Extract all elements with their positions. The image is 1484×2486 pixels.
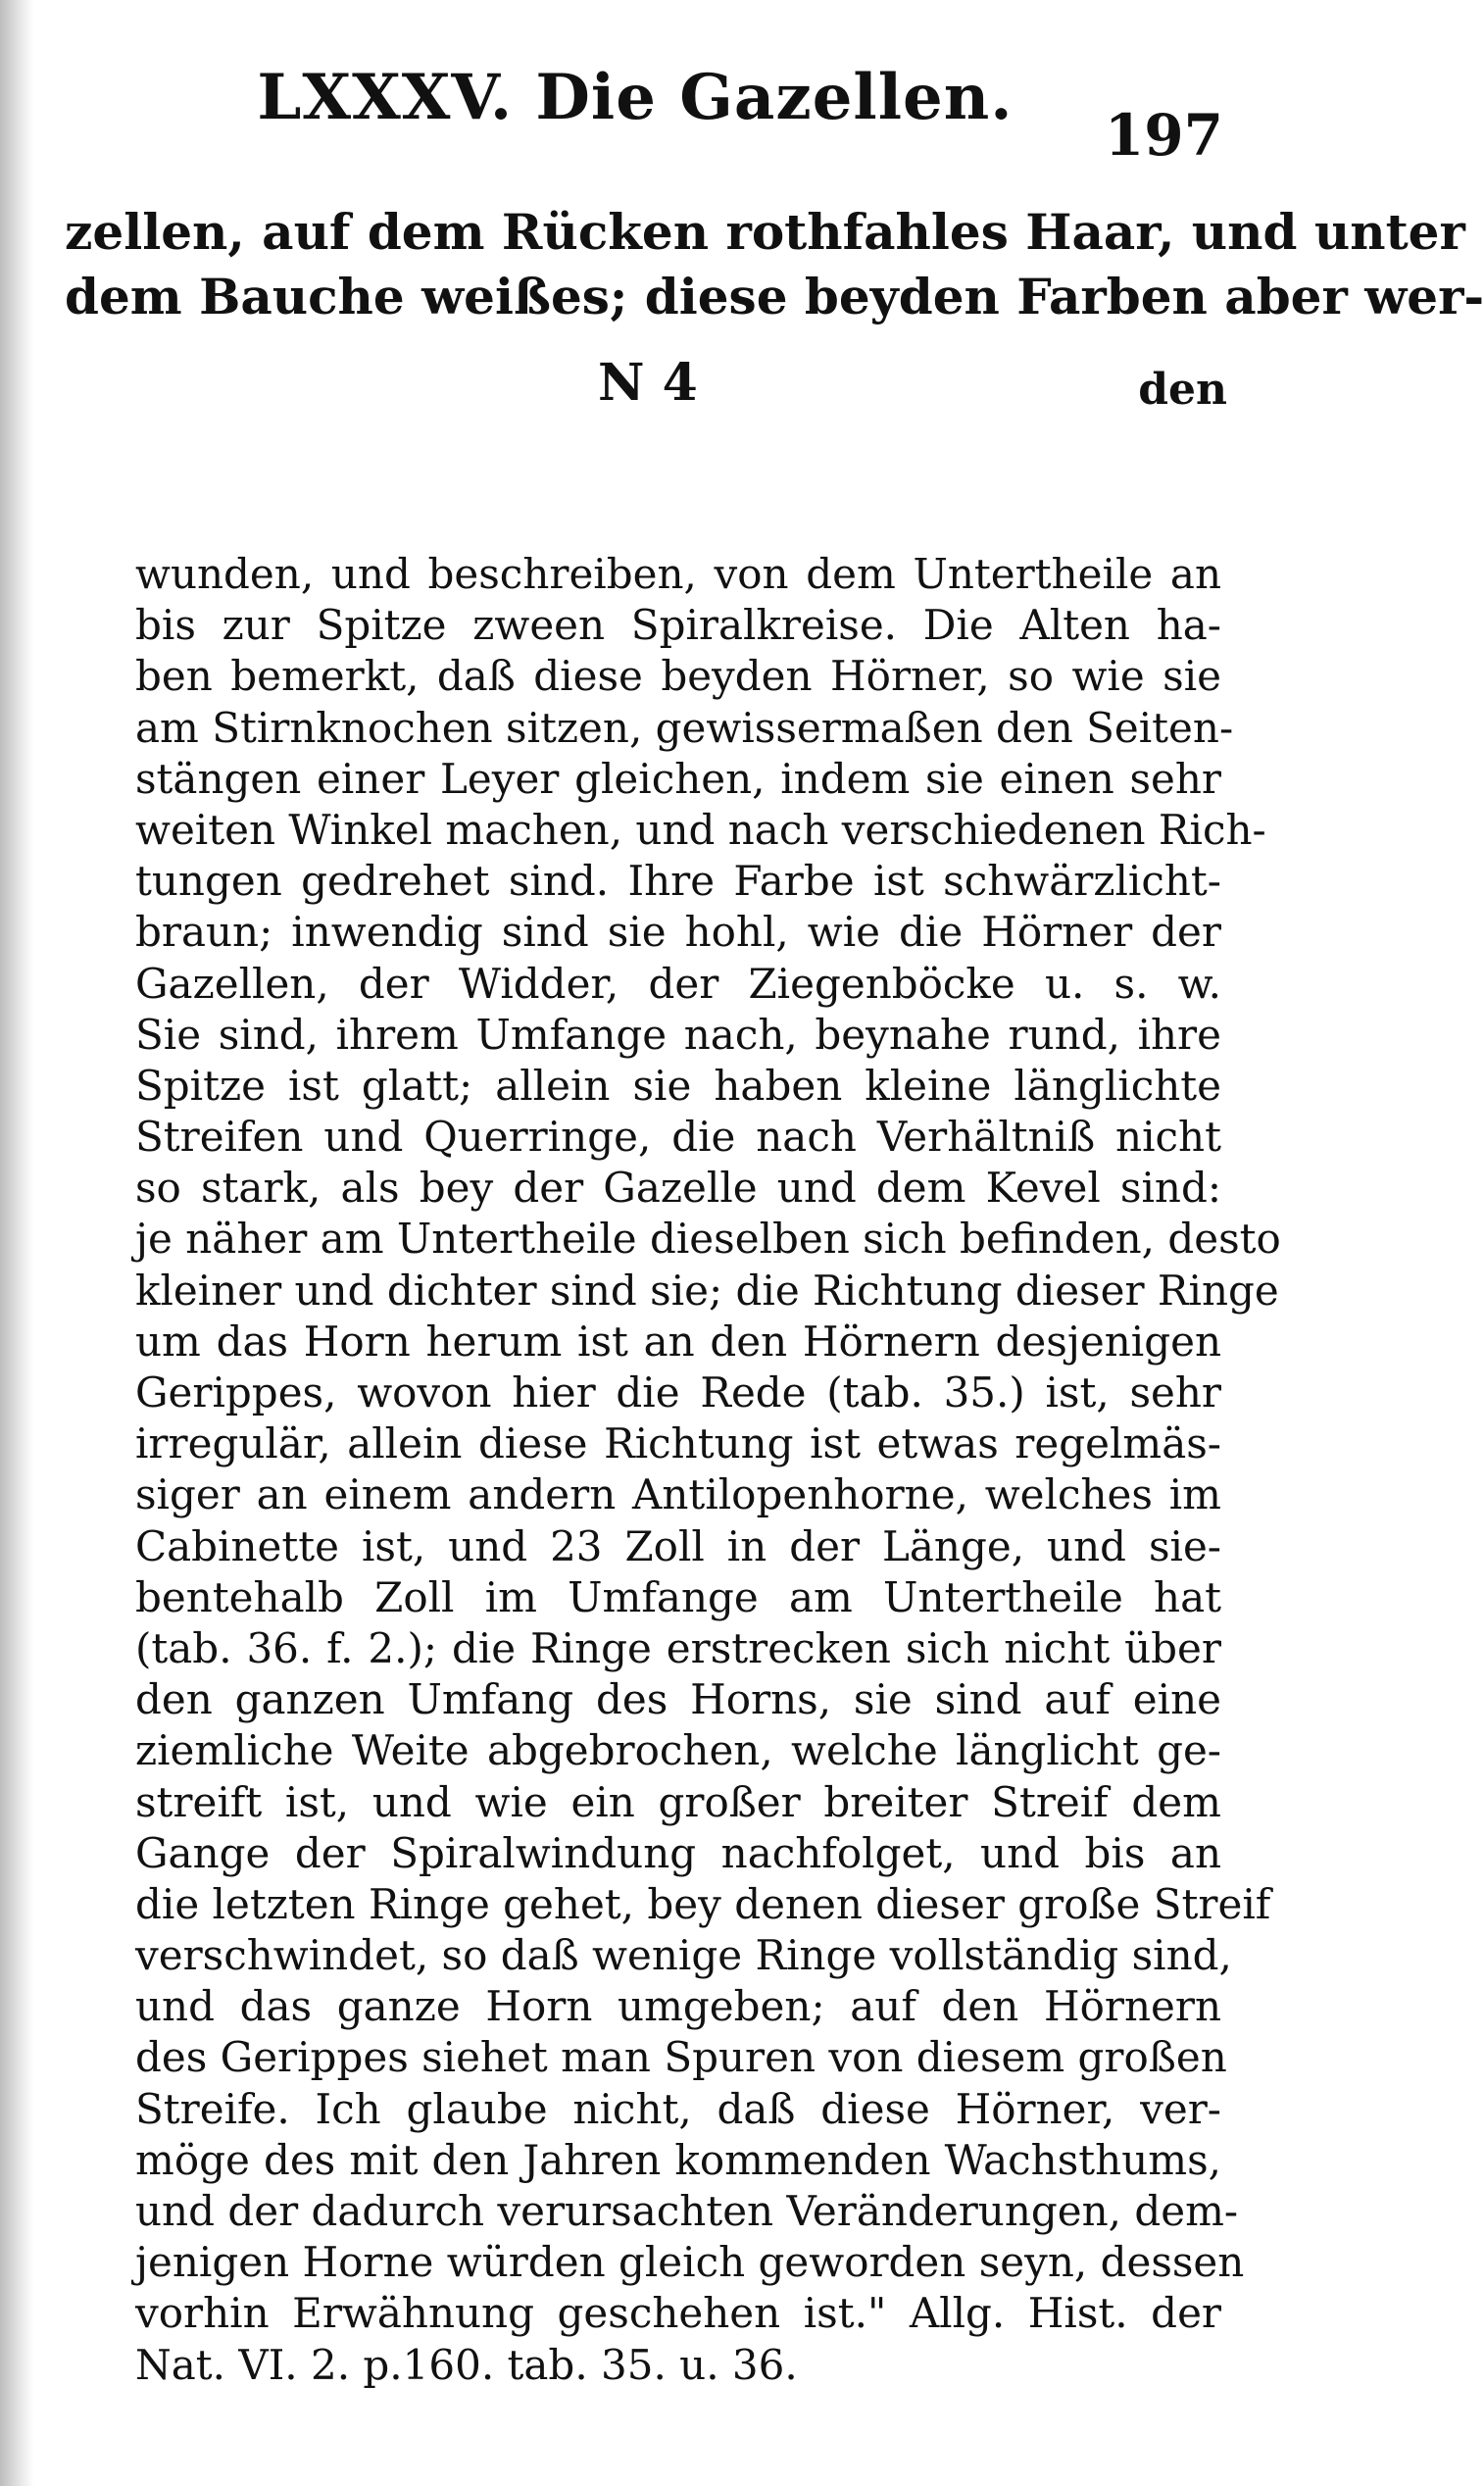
body-text-line: Gazellen, der Widder, der Ziegenböcke u. s. w. (135, 959, 1221, 1008)
top-text-line: zellen, auf dem Rücken rothfahles Haar, und unter (65, 203, 1465, 261)
top-text-line: dem Bauche weißes; diese beyden Farben aber wer- (65, 268, 1484, 325)
body-text-line: bentehalb Zoll im Umfange am Untertheile hat (135, 1572, 1221, 1621)
body-text-line: am Stirnknochen sitzen, gewissermaßen den Seiten- (135, 703, 1234, 752)
body-text-line: bis zur Spitze zween Spiralkreise. Die Alten ha- (135, 601, 1221, 650)
body-text-line: des Gerippes siehet man Spuren von diesem großen (135, 2033, 1227, 2082)
body-text-block (135, 549, 1281, 2391)
body-text-line: siger an einem andern Antilopenhorne, welches im (135, 1470, 1221, 1519)
body-text-line: vorhin Erwähnung geschehen ist." Allg. Hist. der (135, 2289, 1221, 2338)
body-text-line: je näher am Untertheile dieselben sich befinden, desto (135, 1215, 1281, 1264)
body-text-line: kleiner und dichter sind sie; die Richtung dieser Ringe (135, 1266, 1279, 1315)
body-text-line: möge des mit den Jahren kommenden Wachsthums, (135, 2135, 1221, 2184)
body-text-line: und der dadurch verursachten Veränderungen, dem- (135, 2187, 1239, 2235)
body-text-line: Gange der Spiralwindung nachfolget, und bis an (135, 1828, 1221, 1877)
body-text-line: Streifen und Querringe, die nach Verhältniß nicht (135, 1113, 1221, 1162)
running-head-title: LXXXV. Die Gazellen. (257, 61, 1014, 134)
body-text-line: irregulär, allein diese Richtung ist etwas regelmäs- (135, 1419, 1221, 1468)
page-number: 197 (1104, 102, 1223, 169)
body-text-line: weiten Winkel machen, und nach verschiedenen Rich- (135, 805, 1266, 854)
body-text-line: stängen einer Leyer gleichen, indem sie einen sehr (135, 754, 1221, 803)
body-text-line: Spitze ist glatt; allein sie haben kleine länglichte (135, 1061, 1221, 1110)
citation-line: Nat. VI. 2. p.160. tab. 35. u. 36. (135, 2340, 798, 2389)
paper-edge-shadow (0, 0, 33, 2486)
body-text-line: Cabinette ist, und 23 Zoll in der Länge, und sie- (135, 1521, 1221, 1570)
body-text-line: Streife. Ich glaube nicht, daß diese Hörner, ver- (135, 2084, 1221, 2133)
body-text-line: ben bemerkt, daß diese beyden Hörner, so wie sie (135, 652, 1221, 701)
body-text-line: den ganzen Umfang des Horns, sie sind auf eine (135, 1675, 1221, 1724)
body-text-line: und das ganze Horn umgeben; auf den Hörnern (135, 1982, 1221, 2031)
body-text-line: Sie sind, ihrem Umfange nach, beynahe rund, ihre (135, 1010, 1221, 1059)
body-text-line: die letzten Ringe gehet, bey denen dieser große Streif (135, 1879, 1271, 1928)
body-text-line: so stark, als bey der Gazelle und dem Kevel sind: (135, 1164, 1221, 1213)
body-text-line: verschwindet, so daß wenige Ringe vollständig sind, (135, 1931, 1232, 1980)
body-text-line: jenigen Horne würden gleich geworden seyn, dessen (135, 2238, 1245, 2287)
body-text-line: streift ist, und wie ein großer breiter Streif dem (135, 1777, 1221, 1826)
signature-mark: N 4 (598, 353, 698, 413)
body-text-line: um das Horn herum ist an den Hörnern desjenigen (135, 1317, 1221, 1366)
body-text-line: (tab. 36. f. 2.); die Ringe erstrecken sich nicht über (135, 1623, 1221, 1672)
body-text-line: wunden, und beschreiben, von dem Untertheile an (135, 550, 1221, 598)
body-text-line: tungen gedrehet sind. Ihre Farbe ist schwärzlicht- (135, 857, 1221, 906)
catchword: den (1138, 365, 1227, 415)
body-text-line: Gerippes, wovon hier die Rede (tab. 35.) ist, sehr (135, 1368, 1221, 1417)
body-text-line: ziemliche Weite abgebrochen, welche länglicht ge- (135, 1726, 1221, 1775)
body-text-line: braun; inwendig sind sie hohl, wie die Hörner der (135, 908, 1221, 957)
